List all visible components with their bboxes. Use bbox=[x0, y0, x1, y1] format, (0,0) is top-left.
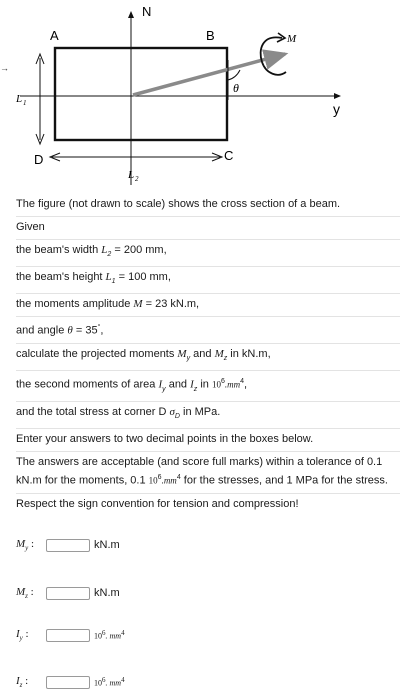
answer-iz-colon: : bbox=[22, 674, 29, 687]
answer-iy-unit-tail: . mm bbox=[105, 631, 122, 641]
calc-line bbox=[16, 344, 400, 371]
height-prefix: the beam's height bbox=[16, 271, 106, 284]
calc-my: M bbox=[177, 348, 187, 361]
second-prefix: the second moments of area bbox=[16, 378, 159, 391]
stress-symbol: σ bbox=[169, 406, 175, 419]
answer-my-input[interactable] bbox=[46, 539, 90, 552]
width-sub: 2 bbox=[107, 251, 112, 259]
answer-mz-sub: z bbox=[25, 592, 28, 601]
tolerance-unit-exp: 6 bbox=[157, 474, 162, 482]
answer-iy-label bbox=[16, 628, 46, 642]
answer-iy-unit-base: 10 bbox=[94, 631, 102, 641]
caption-line bbox=[16, 194, 400, 217]
answer-my-label bbox=[16, 538, 46, 552]
left-marker-arrow: → bbox=[0, 63, 9, 73]
tolerance-unit: 10 bbox=[148, 475, 158, 486]
answer-iz-unit bbox=[94, 676, 125, 688]
moment-line bbox=[16, 294, 400, 317]
height-sub: 1 bbox=[111, 278, 116, 286]
z-axis-label: N bbox=[142, 4, 152, 19]
calc-suffix: in kN.m, bbox=[227, 348, 271, 361]
angle-suffix: , bbox=[100, 325, 104, 338]
answer-row-iz bbox=[16, 673, 125, 691]
stress-suffix: in MPa. bbox=[179, 406, 221, 419]
stress-line bbox=[16, 402, 400, 429]
width-prefix: the beam's width bbox=[16, 244, 102, 256]
answer-iz-unit-tail: . mm bbox=[105, 678, 122, 688]
sign-text: Respect the sign convention for tension and compression! bbox=[16, 497, 299, 510]
answer-row-iy bbox=[16, 626, 125, 644]
corner-b-label: B bbox=[206, 28, 215, 43]
answer-iy-unit-tail-exp: 4 bbox=[121, 629, 125, 638]
answer-my-unit: kN.m bbox=[94, 539, 120, 551]
answer-iz-symbol: I bbox=[16, 674, 20, 687]
corner-d-label: D bbox=[34, 152, 44, 167]
corner-c-label: C bbox=[224, 148, 234, 163]
second-unit: 10 bbox=[211, 379, 221, 390]
stress-sub: D bbox=[174, 413, 180, 421]
width-line bbox=[16, 240, 400, 267]
theta-arc bbox=[228, 70, 240, 80]
calc-my-sub: y bbox=[186, 355, 191, 363]
y-axis-label: y bbox=[333, 101, 340, 117]
l2-label: L bbox=[128, 169, 135, 181]
width-symbol: L bbox=[101, 244, 108, 256]
tolerance-unit-mm: .mm bbox=[161, 475, 177, 486]
l1-label: L bbox=[16, 93, 23, 105]
height-value: = 100 mm, bbox=[115, 271, 171, 284]
answer-mz-input[interactable] bbox=[46, 587, 90, 600]
moment-prefix: the moments amplitude bbox=[16, 298, 134, 311]
second-suffix: , bbox=[244, 378, 248, 391]
calc-mz: M bbox=[214, 348, 224, 361]
angle-line bbox=[16, 317, 400, 344]
calc-prefix: calculate the projected moments bbox=[16, 348, 178, 361]
caption-text: The figure (not drawn to scale) shows the cross section of a beam. bbox=[16, 198, 341, 210]
answer-mz-unit: kN.m bbox=[94, 587, 120, 599]
answer-iz-input[interactable] bbox=[46, 676, 90, 689]
answer-iz-unit-exp: 6 bbox=[102, 676, 106, 685]
second-iy: I bbox=[158, 378, 163, 391]
problem-statement bbox=[16, 194, 400, 516]
answer-iz-sub: z bbox=[19, 681, 23, 690]
angle-prefix: and angle bbox=[16, 325, 68, 338]
second-unit-mm-exp: 4 bbox=[240, 378, 245, 386]
corner-a-label: A bbox=[50, 28, 59, 43]
second-and: and bbox=[165, 378, 191, 391]
answer-iy-unit bbox=[94, 629, 125, 641]
answer-iy-input[interactable] bbox=[46, 629, 90, 642]
l1-subscript: 1 bbox=[23, 99, 27, 107]
width-value: = 200 mm, bbox=[111, 244, 167, 256]
answer-my-symbol: M bbox=[16, 537, 26, 550]
second-unit-mm: .mm bbox=[224, 379, 241, 390]
theta-label: θ bbox=[233, 81, 239, 95]
second-iz-sub: z bbox=[193, 386, 198, 394]
answer-iy-colon: : bbox=[22, 627, 29, 640]
answer-mz-colon: : bbox=[27, 585, 34, 598]
enter-line bbox=[16, 429, 400, 452]
height-line bbox=[16, 267, 400, 294]
stress-prefix: and the total stress at corner D bbox=[16, 406, 170, 419]
given-text: Given bbox=[16, 221, 45, 233]
answer-iy-sub: y bbox=[19, 634, 23, 643]
answer-iz-label bbox=[16, 675, 46, 689]
answer-my-colon: : bbox=[28, 537, 35, 550]
sign-line bbox=[16, 494, 400, 516]
answer-mz-symbol: M bbox=[16, 585, 26, 598]
second-unit-exp: 6 bbox=[220, 378, 225, 386]
tolerance-text-2: for the stresses, and 1 MPa for the stress. bbox=[180, 474, 388, 487]
answer-my-sub: y bbox=[25, 544, 29, 553]
given-line bbox=[16, 217, 400, 240]
tolerance-text-1: The answers are acceptable (and score full marks) within a tolerance of 0.1 kN.m for the moments, 0.1 bbox=[16, 456, 383, 487]
answer-iy-unit-exp: 6 bbox=[102, 629, 106, 638]
height-symbol: L bbox=[105, 271, 112, 284]
second-in: in bbox=[197, 378, 212, 391]
answer-mz-label bbox=[16, 586, 46, 600]
l2-subscript: 2 bbox=[135, 175, 139, 183]
calc-and: and bbox=[190, 348, 215, 361]
answer-iz-unit-tail-exp: 4 bbox=[121, 676, 125, 685]
answer-iy-symbol: I bbox=[16, 627, 20, 640]
moment-label: M bbox=[287, 33, 297, 45]
angle-value: = 35 bbox=[72, 325, 98, 338]
second-iy-sub: y bbox=[162, 386, 166, 394]
angle-symbol: θ bbox=[67, 325, 73, 338]
angle-unit: ° bbox=[97, 324, 101, 332]
moment-symbol: M bbox=[133, 298, 143, 311]
second-moment-line bbox=[16, 371, 400, 402]
moment-value: = 23 kN.m, bbox=[142, 298, 200, 311]
tolerance-line bbox=[16, 452, 400, 494]
answer-iz-unit-base: 10 bbox=[94, 678, 102, 688]
answer-row-my bbox=[16, 536, 120, 554]
beam-cross-section-figure bbox=[0, 0, 406, 190]
enter-text: Enter your answers to two decimal points in the boxes below. bbox=[16, 433, 314, 446]
tolerance-unit-mm-exp: 4 bbox=[176, 474, 181, 482]
answer-row-mz bbox=[16, 584, 120, 602]
calc-mz-sub: z bbox=[223, 355, 228, 363]
second-iz: I bbox=[190, 378, 194, 391]
